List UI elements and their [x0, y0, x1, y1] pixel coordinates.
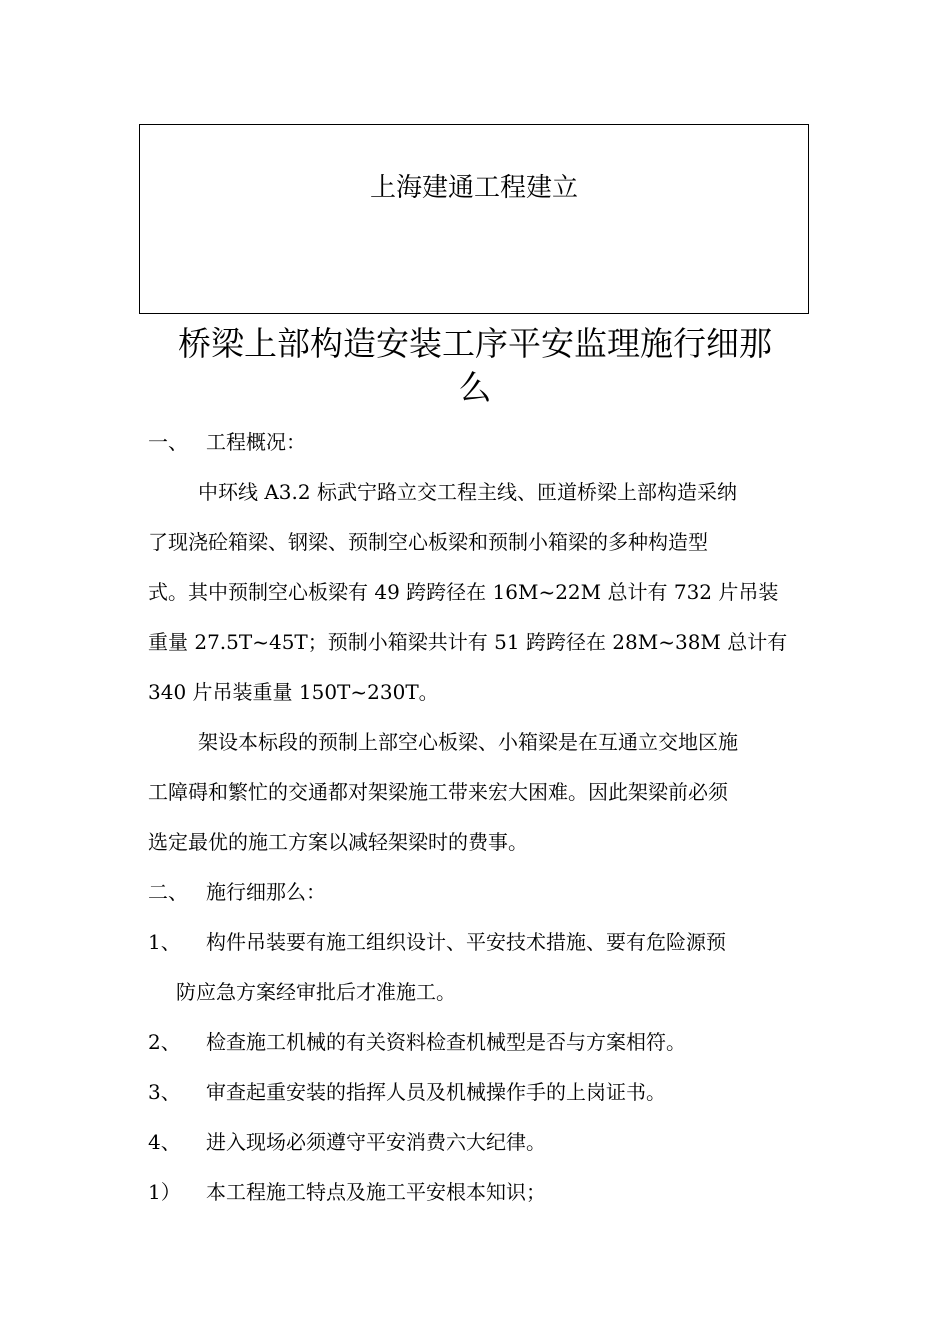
section-number: 二、 [148, 880, 188, 904]
document-title [150, 322, 800, 410]
list-item [148, 928, 726, 956]
list-item-continuation: 防应急方案经审批后才准施工。 [176, 980, 456, 1004]
paragraph-line: 架设本标段的预制上部空心板梁、小箱梁是在互通立交地区施 [198, 730, 738, 754]
section-heading-overview [148, 428, 306, 456]
company-name-box [139, 124, 809, 314]
list-item-text: 构件吊装要有施工组织设计、平安技术措施、要有危险源预 [206, 930, 726, 954]
document-title-line-1: 桥梁上部构造安装工序平安监理施行细那 [178, 324, 772, 363]
section-heading-rules [148, 878, 326, 906]
paragraph-line: 式。其中预制空心板梁有 49 跨跨径在 16M~22M 总计有 732 片吊装 [148, 580, 779, 604]
list-item [148, 1078, 666, 1106]
list-item-number: 4、 [148, 1130, 181, 1154]
list-item-text: 审查起重安装的指挥人员及机械操作手的上岗证书。 [206, 1080, 666, 1104]
list-item-text: 检查施工机械的有关资料检查机械型是否与方案相符。 [206, 1030, 686, 1054]
list-item [148, 1128, 546, 1156]
paragraph-line: 选定最优的施工方案以减轻架梁时的费事。 [148, 830, 528, 854]
paragraph-line: 工障碍和繁忙的交通都对架梁施工带来宏大困难。因此架梁前必须 [148, 780, 728, 804]
section-heading-text: 工程概况： [206, 430, 306, 454]
list-item-text: 进入现场必须遵守平安消费六大纪律。 [206, 1130, 546, 1154]
sub-list-item-number: 1） [148, 1180, 181, 1204]
paragraph-line: 重量 27.5T~45T；预制小箱梁共计有 51 跨跨径在 28M~38M 总计有 [148, 630, 788, 654]
sub-list-item-text: 本工程施工特点及施工平安根本知识； [206, 1180, 546, 1204]
list-item-number: 3、 [148, 1080, 181, 1104]
paragraph-line: 中环线 A3.2 标武宁路立交工程主线、匝道桥梁上部构造采纳 [198, 480, 737, 504]
list-item-number: 2、 [148, 1030, 181, 1054]
paragraph-line: 了现浇砼箱梁、钢梁、预制空心板梁和预制小箱梁的多种构造型 [148, 530, 708, 554]
section-heading-text: 施行细那么： [206, 880, 326, 904]
section-number: 一、 [148, 430, 188, 454]
list-item-number: 1、 [148, 930, 181, 954]
list-item [148, 1028, 686, 1056]
sub-list-item [148, 1178, 546, 1206]
company-name: 上海建通工程建立 [369, 173, 578, 203]
paragraph-line: 340 片吊装重量 150T~230T。 [148, 680, 439, 704]
document-title-line-2: 么 [458, 368, 492, 407]
